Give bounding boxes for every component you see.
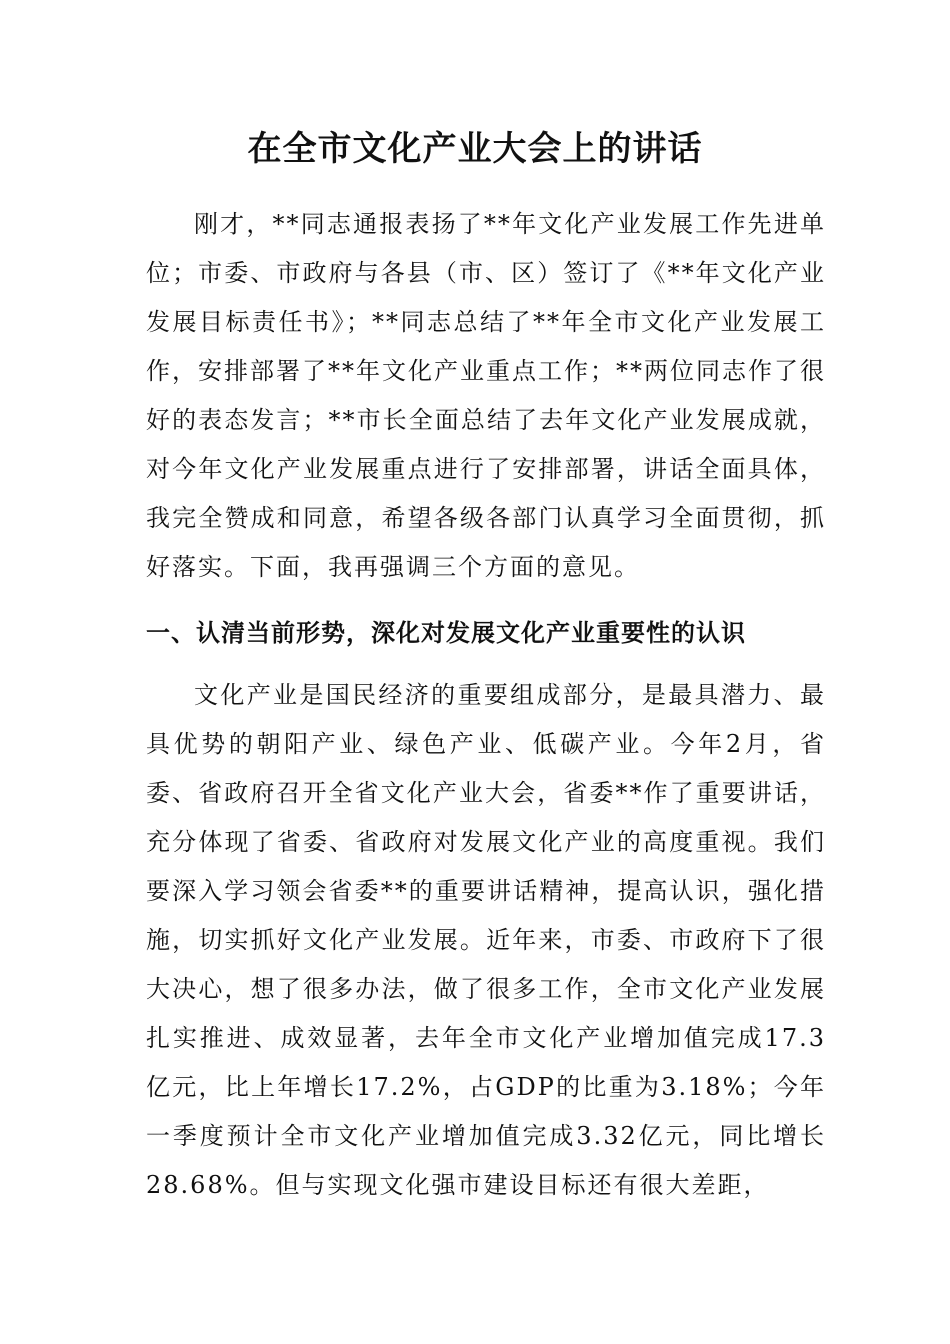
body-section-1	[146, 671, 826, 1210]
paragraph-section-1: 文化产业是国民经济的重要组成部分，是最具潜力、最具优势的朝阳产业、绿色产业、低碳产业。今年2月，省委、省政府召开全省文化产业大会，省委**作了重要讲话，充分体现了省委、省政府对发展文化产业的高度重视。我们要深入学习领会省委**的重要讲话精神，提高认识，强化措施，切实抓好文化产业发展。近年来，市委、市政府下了很大决心，想了很多办法，做了很多工作，全市文化产业发展扎实推进、成效显著，去年全市文化产业增加值完成17.3亿元，比上年增长17.2%，占GDP的比重为3.18%；今年一季度预计全市文化产业增加值完成3.32亿元，同比增长28.68%。但与实现文化强市建设目标还有很大差距，	[146, 681, 826, 1199]
body-section-intro	[146, 200, 826, 592]
document-title: 在全市文化产业大会上的讲话	[247, 129, 703, 169]
section-heading-1: 一、认清当前形势，深化对发展文化产业重要性的认识	[146, 618, 746, 647]
paragraph-intro: 刚才，**同志通报表扬了**年文化产业发展工作先进单位；市委、市政府与各县（市、区）签订了《**年文化产业发展目标责任书》；**同志总结了**年全市文化产业发展工作，安排部署了**年文化产业重点工作；**两位同志作了很好的表态发言；**市长全面总结了去年文化产业发展成就，对今年文化产业发展重点进行了安排部署，讲话全面具体，我完全赞成和同意，希望各级各部门认真学习全面贯彻，抓好落实。下面，我再强调三个方面的意见。	[146, 210, 826, 581]
